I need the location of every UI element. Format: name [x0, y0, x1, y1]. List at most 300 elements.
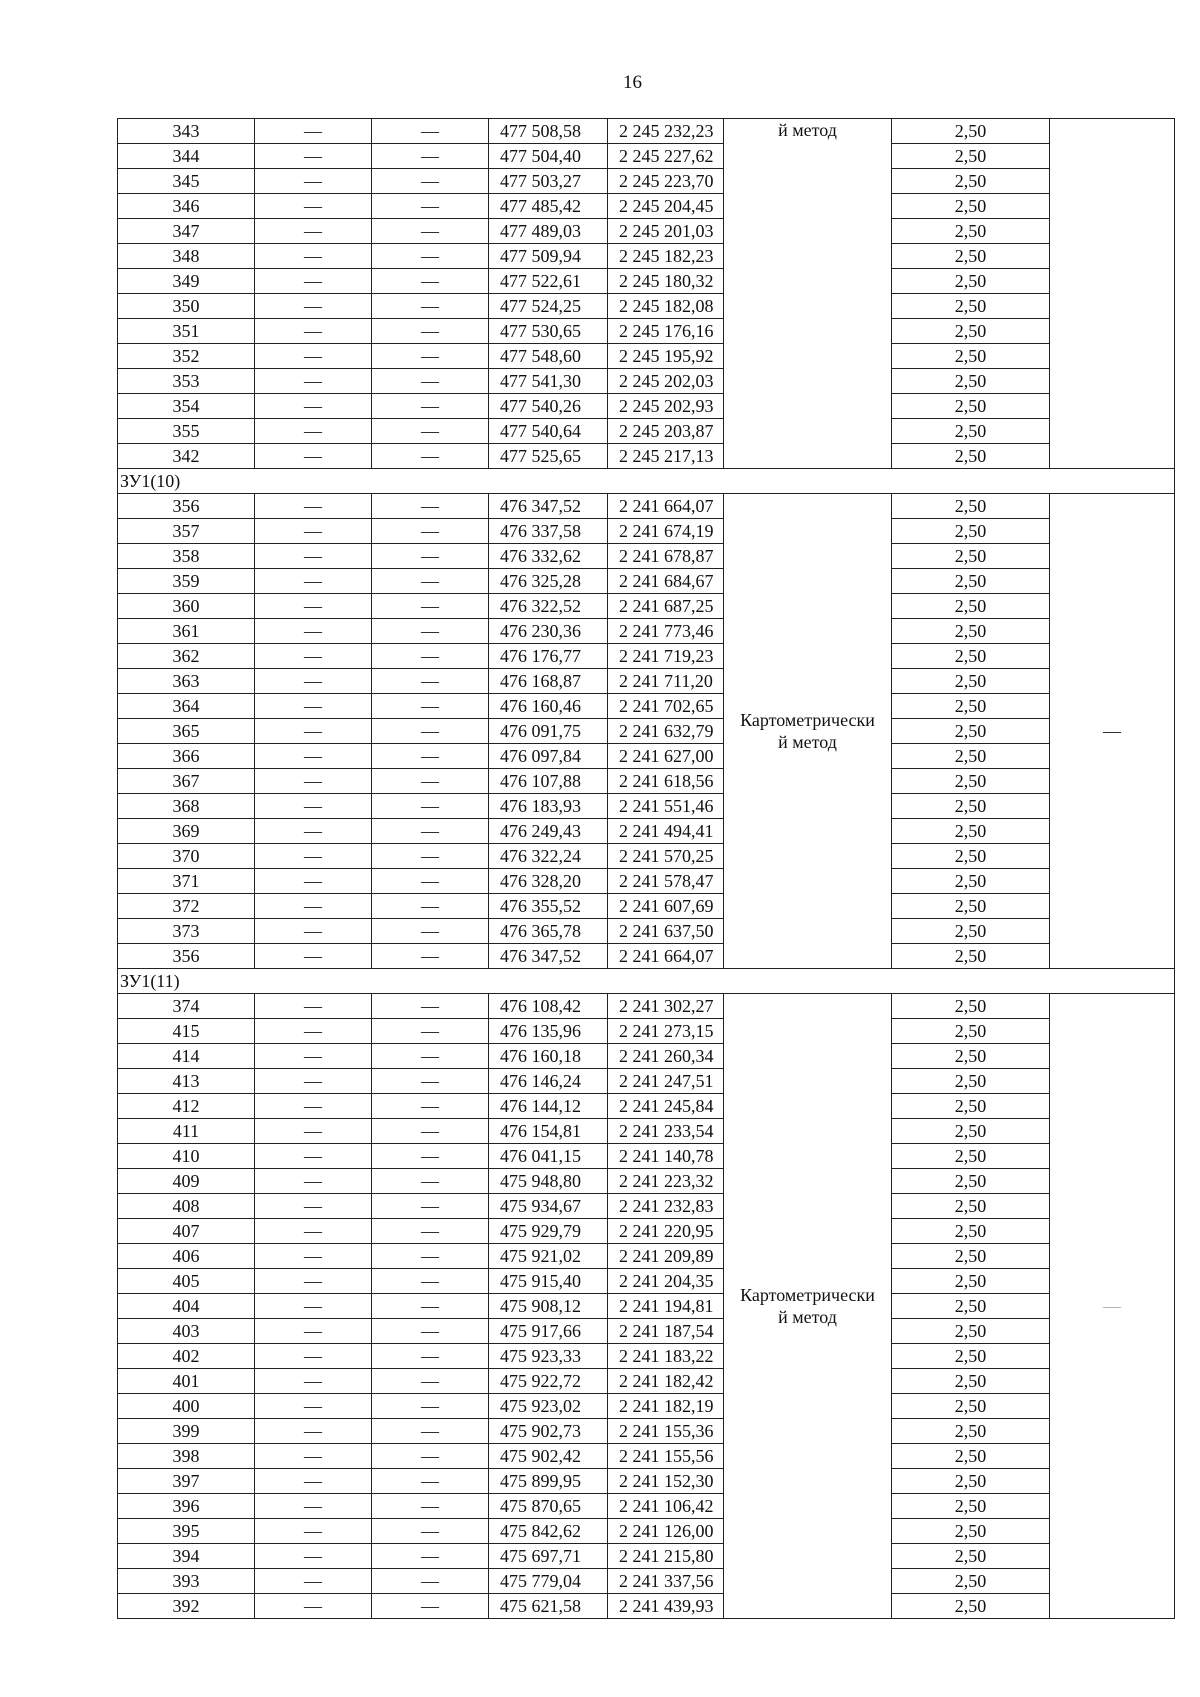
point-number-cell: 345 [118, 169, 255, 194]
point-number-cell: 415 [118, 1019, 255, 1044]
accuracy-cell: 2,50 [892, 1469, 1050, 1494]
dash-cell: — [372, 1519, 489, 1544]
dash-cell: — [372, 794, 489, 819]
y-coordinate-cell: 2 245 176,16 [608, 319, 724, 344]
y-coordinate-cell: 2 245 202,93 [608, 394, 724, 419]
dash-cell: — [372, 1094, 489, 1119]
accuracy-cell: 2,50 [892, 1094, 1050, 1119]
dash-cell: — [255, 219, 372, 244]
point-number-cell: 356 [118, 944, 255, 969]
table-row [118, 1569, 1175, 1594]
y-coordinate-cell: 2 241 152,30 [608, 1469, 724, 1494]
dash-cell: — [372, 1019, 489, 1044]
dash-cell: — [255, 1394, 372, 1419]
y-coordinate-cell: 2 241 155,36 [608, 1419, 724, 1444]
dash-cell: — [372, 1244, 489, 1269]
dash-cell: — [255, 244, 372, 269]
y-coordinate-cell: 2 245 180,32 [608, 269, 724, 294]
accuracy-cell: 2,50 [892, 269, 1050, 294]
dash-cell: — [255, 1544, 372, 1569]
dash-cell: — [372, 119, 489, 144]
dash-cell: — [255, 1469, 372, 1494]
accuracy-cell: 2,50 [892, 1569, 1050, 1594]
table-row [118, 1194, 1175, 1219]
x-coordinate-cell: 476 328,20 [489, 869, 608, 894]
y-coordinate-cell: 2 241 126,00 [608, 1519, 724, 1544]
y-coordinate-cell: 2 245 202,03 [608, 369, 724, 394]
dash-cell: — [372, 169, 489, 194]
point-number-cell: 395 [118, 1519, 255, 1544]
method-text-line: й метод [778, 732, 837, 752]
dash-cell: — [372, 694, 489, 719]
x-coordinate-cell: 477 503,27 [489, 169, 608, 194]
method-cell [724, 994, 892, 1619]
table-row [118, 1519, 1175, 1544]
y-coordinate-cell: 2 241 664,07 [608, 494, 724, 519]
accuracy-cell: 2,50 [892, 619, 1050, 644]
x-coordinate-cell: 477 548,60 [489, 344, 608, 369]
accuracy-cell: 2,50 [892, 669, 1050, 694]
accuracy-cell: 2,50 [892, 744, 1050, 769]
dash-cell: — [255, 1019, 372, 1044]
y-coordinate-cell: 2 241 711,20 [608, 669, 724, 694]
dash-cell: — [255, 1494, 372, 1519]
dash-cell: — [255, 419, 372, 444]
table-row [118, 1069, 1175, 1094]
dash-cell: — [255, 769, 372, 794]
y-coordinate-cell: 2 241 637,50 [608, 919, 724, 944]
x-coordinate-cell: 476 107,88 [489, 769, 608, 794]
x-coordinate-cell: 475 948,80 [489, 1169, 608, 1194]
group-header-row [118, 969, 1175, 994]
dash-cell: — [372, 1044, 489, 1069]
table-row [118, 1094, 1175, 1119]
x-coordinate-cell: 476 097,84 [489, 744, 608, 769]
accuracy-cell: 2,50 [892, 119, 1050, 144]
dash-cell: — [372, 444, 489, 469]
x-coordinate-cell: 476 168,87 [489, 669, 608, 694]
point-number-cell: 372 [118, 894, 255, 919]
table-row [118, 869, 1175, 894]
y-coordinate-cell: 2 245 201,03 [608, 219, 724, 244]
point-number-cell: 350 [118, 294, 255, 319]
point-number-cell: 411 [118, 1119, 255, 1144]
dash-cell: — [372, 519, 489, 544]
y-coordinate-cell: 2 241 106,42 [608, 1494, 724, 1519]
table-row [118, 1294, 1175, 1319]
table-row [118, 344, 1175, 369]
x-coordinate-cell: 477 508,58 [489, 119, 608, 144]
dash-cell: — [372, 194, 489, 219]
point-number-cell: 401 [118, 1369, 255, 1394]
point-number-cell: 399 [118, 1419, 255, 1444]
x-coordinate-cell: 476 091,75 [489, 719, 608, 744]
accuracy-cell: 2,50 [892, 1594, 1050, 1619]
y-coordinate-cell: 2 241 678,87 [608, 544, 724, 569]
x-coordinate-cell: 475 923,33 [489, 1344, 608, 1369]
table-row [118, 644, 1175, 669]
point-number-cell: 362 [118, 644, 255, 669]
accuracy-cell: 2,50 [892, 1194, 1050, 1219]
dash-cell: — [372, 1219, 489, 1244]
x-coordinate-cell: 476 322,52 [489, 594, 608, 619]
x-coordinate-cell: 476 325,28 [489, 569, 608, 594]
y-coordinate-cell: 2 241 578,47 [608, 869, 724, 894]
table-row [118, 444, 1175, 469]
point-number-cell: 370 [118, 844, 255, 869]
x-coordinate-cell: 476 108,42 [489, 994, 608, 1019]
accuracy-cell: 2,50 [892, 319, 1050, 344]
y-coordinate-cell: 2 241 245,84 [608, 1094, 724, 1119]
dash-cell: — [372, 319, 489, 344]
accuracy-cell: 2,50 [892, 569, 1050, 594]
dash-cell: — [255, 1044, 372, 1069]
accuracy-cell: 2,50 [892, 594, 1050, 619]
point-number-cell: 363 [118, 669, 255, 694]
point-number-cell: 403 [118, 1319, 255, 1344]
dash-cell: — [255, 1519, 372, 1544]
x-coordinate-cell: 475 842,62 [489, 1519, 608, 1544]
y-coordinate-cell: 2 245 204,45 [608, 194, 724, 219]
point-number-cell: 348 [118, 244, 255, 269]
y-coordinate-cell: 2 245 203,87 [608, 419, 724, 444]
dash-cell: — [372, 1594, 489, 1619]
dash-cell: — [372, 1144, 489, 1169]
last-column-cell: — [1050, 494, 1175, 969]
point-number-cell: 353 [118, 369, 255, 394]
point-number-cell: 364 [118, 694, 255, 719]
y-coordinate-cell: 2 241 187,54 [608, 1319, 724, 1344]
point-number-cell: 366 [118, 744, 255, 769]
table-row [118, 719, 1175, 744]
y-coordinate-cell: 2 241 618,56 [608, 769, 724, 794]
table-body [118, 119, 1175, 1619]
table-row [118, 744, 1175, 769]
point-number-cell: 408 [118, 1194, 255, 1219]
x-coordinate-cell: 475 915,40 [489, 1269, 608, 1294]
x-coordinate-cell: 477 540,64 [489, 419, 608, 444]
point-number-cell: 359 [118, 569, 255, 594]
group-header-row [118, 469, 1175, 494]
y-coordinate-cell: 2 241 273,15 [608, 1019, 724, 1044]
dash-cell: — [372, 1369, 489, 1394]
dash-cell: — [372, 369, 489, 394]
accuracy-cell: 2,50 [892, 419, 1050, 444]
point-number-cell: 373 [118, 919, 255, 944]
accuracy-cell: 2,50 [892, 1494, 1050, 1519]
y-coordinate-cell: 2 245 227,62 [608, 144, 724, 169]
dash-cell: — [372, 1569, 489, 1594]
accuracy-cell: 2,50 [892, 794, 1050, 819]
dash-cell: — [372, 1469, 489, 1494]
x-coordinate-cell: 475 779,04 [489, 1569, 608, 1594]
x-coordinate-cell: 477 530,65 [489, 319, 608, 344]
accuracy-cell: 2,50 [892, 1044, 1050, 1069]
x-coordinate-cell: 477 541,30 [489, 369, 608, 394]
accuracy-cell: 2,50 [892, 819, 1050, 844]
group-label: ЗУ1(11) [118, 969, 1175, 994]
x-coordinate-cell: 476 144,12 [489, 1094, 608, 1119]
point-number-cell: 402 [118, 1344, 255, 1369]
point-number-cell: 400 [118, 1394, 255, 1419]
table-row [118, 894, 1175, 919]
accuracy-cell: 2,50 [892, 1119, 1050, 1144]
dash-cell: — [255, 1119, 372, 1144]
table-row [118, 944, 1175, 969]
table-row [118, 669, 1175, 694]
accuracy-cell: 2,50 [892, 1169, 1050, 1194]
point-number-cell: 342 [118, 444, 255, 469]
x-coordinate-cell: 475 902,73 [489, 1419, 608, 1444]
table-row [118, 269, 1175, 294]
point-number-cell: 360 [118, 594, 255, 619]
y-coordinate-cell: 2 241 702,65 [608, 694, 724, 719]
dash-cell: — [255, 344, 372, 369]
x-coordinate-cell: 475 917,66 [489, 1319, 608, 1344]
x-coordinate-cell: 476 347,52 [489, 494, 608, 519]
dash-cell: — [372, 669, 489, 694]
x-coordinate-cell: 476 332,62 [489, 544, 608, 569]
x-coordinate-cell: 475 902,42 [489, 1444, 608, 1469]
dash-cell: — [372, 769, 489, 794]
x-coordinate-cell: 477 504,40 [489, 144, 608, 169]
table-row [118, 169, 1175, 194]
dash-cell: — [372, 744, 489, 769]
y-coordinate-cell: 2 241 209,89 [608, 1244, 724, 1269]
accuracy-cell: 2,50 [892, 1544, 1050, 1569]
dash-cell: — [255, 794, 372, 819]
last-column-cell: — [1050, 994, 1175, 1619]
table-row [118, 1319, 1175, 1344]
point-number-cell: 397 [118, 1469, 255, 1494]
x-coordinate-cell: 475 870,65 [489, 1494, 608, 1519]
point-number-cell: 412 [118, 1094, 255, 1119]
x-coordinate-cell: 475 908,12 [489, 1294, 608, 1319]
accuracy-cell: 2,50 [892, 944, 1050, 969]
accuracy-cell: 2,50 [892, 144, 1050, 169]
point-number-cell: 356 [118, 494, 255, 519]
x-coordinate-cell: 477 524,25 [489, 294, 608, 319]
y-coordinate-cell: 2 241 233,54 [608, 1119, 724, 1144]
x-coordinate-cell: 475 934,67 [489, 1194, 608, 1219]
point-number-cell: 393 [118, 1569, 255, 1594]
dash-cell: — [372, 1444, 489, 1469]
dash-cell: — [372, 1494, 489, 1519]
accuracy-cell: 2,50 [892, 719, 1050, 744]
table-row [118, 619, 1175, 644]
accuracy-cell: 2,50 [892, 1369, 1050, 1394]
x-coordinate-cell: 475 923,02 [489, 1394, 608, 1419]
x-coordinate-cell: 475 922,72 [489, 1369, 608, 1394]
table-row [118, 1419, 1175, 1444]
y-coordinate-cell: 2 241 232,83 [608, 1194, 724, 1219]
accuracy-cell: 2,50 [892, 994, 1050, 1019]
dash-cell: — [372, 244, 489, 269]
dash-cell: — [372, 269, 489, 294]
group-label: ЗУ1(10) [118, 469, 1175, 494]
dash-cell: — [255, 1369, 372, 1394]
table-row [118, 1019, 1175, 1044]
dash-cell: — [255, 1219, 372, 1244]
accuracy-cell: 2,50 [892, 1419, 1050, 1444]
y-coordinate-cell: 2 245 217,13 [608, 444, 724, 469]
y-coordinate-cell: 2 241 439,93 [608, 1594, 724, 1619]
table-row [118, 1044, 1175, 1069]
x-coordinate-cell: 476 183,93 [489, 794, 608, 819]
y-coordinate-cell: 2 241 627,00 [608, 744, 724, 769]
table-row [118, 594, 1175, 619]
y-coordinate-cell: 2 245 232,23 [608, 119, 724, 144]
dash-cell: — [255, 819, 372, 844]
y-coordinate-cell: 2 241 719,23 [608, 644, 724, 669]
x-coordinate-cell: 477 489,03 [489, 219, 608, 244]
dash-cell: — [255, 869, 372, 894]
x-coordinate-cell: 476 176,77 [489, 644, 608, 669]
dash-cell: — [372, 394, 489, 419]
x-coordinate-cell: 476 322,24 [489, 844, 608, 869]
accuracy-cell: 2,50 [892, 294, 1050, 319]
table-row [118, 319, 1175, 344]
table-row [118, 394, 1175, 419]
y-coordinate-cell: 2 241 247,51 [608, 1069, 724, 1094]
point-number-cell: 361 [118, 619, 255, 644]
table-row [118, 1444, 1175, 1469]
dash-cell: — [372, 994, 489, 1019]
dash-cell: — [372, 944, 489, 969]
dash-cell: — [255, 1194, 372, 1219]
point-number-cell: 367 [118, 769, 255, 794]
accuracy-cell: 2,50 [892, 1519, 1050, 1544]
x-coordinate-cell: 476 347,52 [489, 944, 608, 969]
x-coordinate-cell: 476 249,43 [489, 819, 608, 844]
point-number-cell: 392 [118, 1594, 255, 1619]
dash-cell: — [372, 1119, 489, 1144]
x-coordinate-cell: 476 230,36 [489, 619, 608, 644]
point-number-cell: 343 [118, 119, 255, 144]
point-number-cell: 349 [118, 269, 255, 294]
y-coordinate-cell: 2 245 182,08 [608, 294, 724, 319]
x-coordinate-cell: 476 160,46 [489, 694, 608, 719]
y-coordinate-cell: 2 241 607,69 [608, 894, 724, 919]
dash-cell: — [255, 719, 372, 744]
dash-cell: — [255, 694, 372, 719]
dash-cell: — [372, 344, 489, 369]
table-row [118, 1119, 1175, 1144]
table-row [118, 769, 1175, 794]
y-coordinate-cell: 2 241 140,78 [608, 1144, 724, 1169]
y-coordinate-cell: 2 241 194,81 [608, 1294, 724, 1319]
table-row [118, 1394, 1175, 1419]
accuracy-cell: 2,50 [892, 1294, 1050, 1319]
x-coordinate-cell: 477 509,94 [489, 244, 608, 269]
dash-cell: — [255, 369, 372, 394]
accuracy-cell: 2,50 [892, 844, 1050, 869]
accuracy-cell: 2,50 [892, 1144, 1050, 1169]
method-text-line: й метод [778, 1307, 837, 1327]
dash-cell: — [372, 1269, 489, 1294]
x-coordinate-cell: 476 365,78 [489, 919, 608, 944]
accuracy-cell: 2,50 [892, 1069, 1050, 1094]
dash-cell: — [372, 919, 489, 944]
dash-cell: — [255, 569, 372, 594]
table-row [118, 1369, 1175, 1394]
table-row [118, 419, 1175, 444]
dash-cell: — [372, 419, 489, 444]
table-row [118, 1244, 1175, 1269]
dash-cell: — [372, 1319, 489, 1344]
accuracy-cell: 2,50 [892, 394, 1050, 419]
table-row [118, 1469, 1175, 1494]
point-number-cell: 355 [118, 419, 255, 444]
y-coordinate-cell: 2 241 494,41 [608, 819, 724, 844]
table-row [118, 1494, 1175, 1519]
dash-cell: — [255, 1144, 372, 1169]
y-coordinate-cell: 2 241 204,35 [608, 1269, 724, 1294]
x-coordinate-cell: 475 929,79 [489, 1219, 608, 1244]
point-number-cell: 344 [118, 144, 255, 169]
dash-cell: — [255, 619, 372, 644]
y-coordinate-cell: 2 241 674,19 [608, 519, 724, 544]
dash-cell: — [372, 819, 489, 844]
dash-cell: — [372, 569, 489, 594]
accuracy-cell: 2,50 [892, 244, 1050, 269]
method-cell [724, 494, 892, 969]
dash-cell: — [372, 294, 489, 319]
y-coordinate-cell: 2 245 182,23 [608, 244, 724, 269]
dash-cell: — [255, 1319, 372, 1344]
x-coordinate-cell: 476 337,58 [489, 519, 608, 544]
x-coordinate-cell: 475 697,71 [489, 1544, 608, 1569]
y-coordinate-cell: 2 241 223,32 [608, 1169, 724, 1194]
point-number-cell: 398 [118, 1444, 255, 1469]
y-coordinate-cell: 2 241 215,80 [608, 1544, 724, 1569]
table-row [118, 569, 1175, 594]
y-coordinate-cell: 2 241 182,42 [608, 1369, 724, 1394]
table-row [118, 1219, 1175, 1244]
y-coordinate-cell: 2 241 687,25 [608, 594, 724, 619]
dash-cell: — [372, 1344, 489, 1369]
table-row [118, 294, 1175, 319]
dash-cell: — [372, 494, 489, 519]
point-number-cell: 346 [118, 194, 255, 219]
dash-cell: — [372, 1419, 489, 1444]
method-text-line: Картометрически [740, 710, 875, 730]
y-coordinate-cell: 2 241 337,56 [608, 1569, 724, 1594]
y-coordinate-cell: 2 241 182,19 [608, 1394, 724, 1419]
dash-cell: — [255, 444, 372, 469]
y-coordinate-cell: 2 241 570,25 [608, 844, 724, 869]
point-number-cell: 354 [118, 394, 255, 419]
accuracy-cell: 2,50 [892, 1244, 1050, 1269]
table-row [118, 494, 1175, 519]
dash-cell: — [372, 144, 489, 169]
table-row [118, 1344, 1175, 1369]
x-coordinate-cell: 477 540,26 [489, 394, 608, 419]
x-coordinate-cell: 476 154,81 [489, 1119, 608, 1144]
page-number: 16 [623, 72, 642, 93]
accuracy-cell: 2,50 [892, 1394, 1050, 1419]
dash-cell: — [255, 519, 372, 544]
table-row [118, 1594, 1175, 1619]
dash-cell: — [255, 294, 372, 319]
table-row [118, 1269, 1175, 1294]
dash-cell: — [255, 1069, 372, 1094]
accuracy-cell: 2,50 [892, 219, 1050, 244]
dash-cell: — [255, 544, 372, 569]
y-coordinate-cell: 2 241 155,56 [608, 1444, 724, 1469]
dash-cell: — [255, 144, 372, 169]
dash-cell: — [372, 844, 489, 869]
